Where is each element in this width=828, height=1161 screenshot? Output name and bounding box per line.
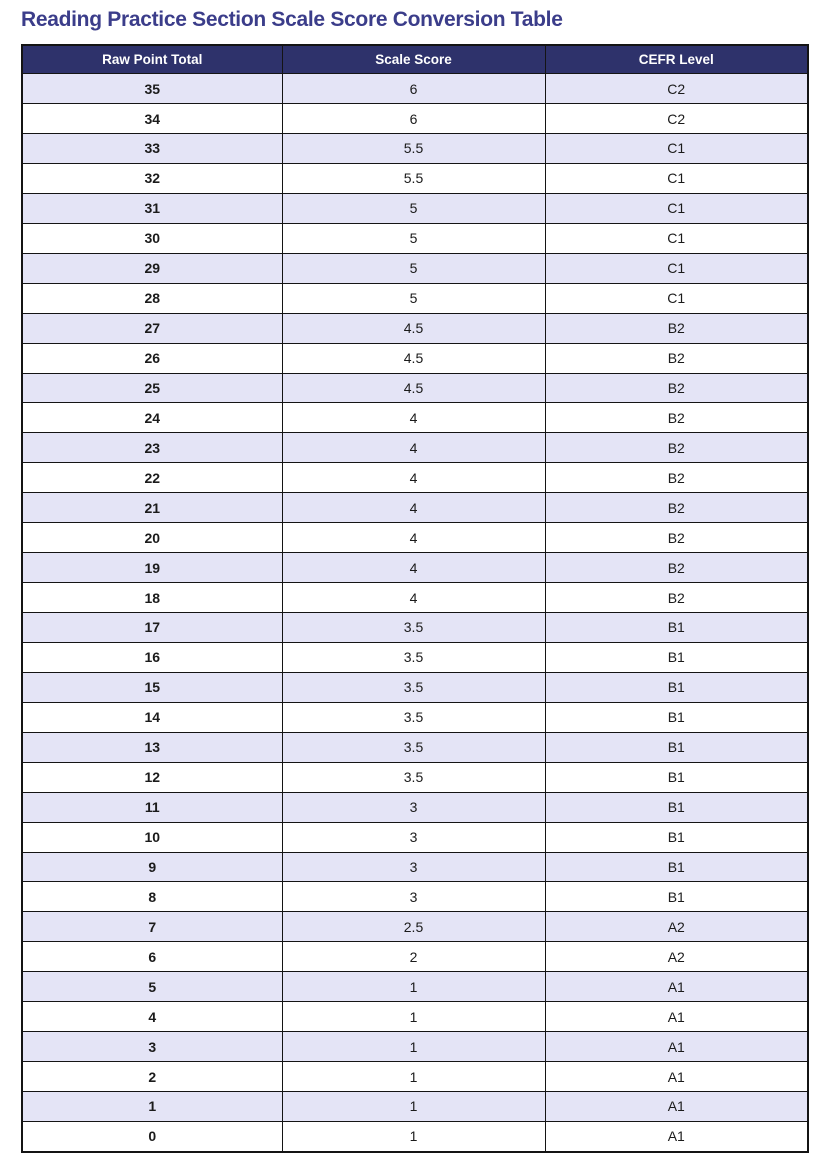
- cefr-level-cell: B2: [545, 493, 808, 523]
- cefr-level-cell: C1: [545, 163, 808, 193]
- cefr-level-cell: B2: [545, 373, 808, 403]
- raw-point-cell: 32: [22, 163, 282, 193]
- scale-score-cell: 5.5: [282, 134, 545, 164]
- cefr-level-cell: B2: [545, 583, 808, 613]
- table-row: [22, 972, 808, 1002]
- cefr-level-cell: C2: [545, 104, 808, 134]
- scale-score-cell: 5: [282, 253, 545, 283]
- table-row: [22, 403, 808, 433]
- raw-point-cell: 16: [22, 642, 282, 672]
- raw-point-cell: 34: [22, 104, 282, 134]
- cefr-level-cell: C1: [545, 253, 808, 283]
- table-row: [22, 523, 808, 553]
- scale-score-cell: 3: [282, 822, 545, 852]
- scale-score-cell: 1: [282, 1032, 545, 1062]
- scale-score-cell: 2: [282, 942, 545, 972]
- table-row: [22, 433, 808, 463]
- raw-point-cell: 1: [22, 1092, 282, 1122]
- table-row: [22, 283, 808, 313]
- table-row: [22, 613, 808, 643]
- table-row: [22, 583, 808, 613]
- raw-point-cell: 21: [22, 493, 282, 523]
- column-header-raw-point-total: Raw Point Total: [22, 45, 282, 74]
- raw-point-cell: 2: [22, 1062, 282, 1092]
- table-row: [22, 223, 808, 253]
- table-row: [22, 253, 808, 283]
- scale-score-cell: 3.5: [282, 672, 545, 702]
- scale-score-cell: 4: [282, 403, 545, 433]
- table-row: [22, 882, 808, 912]
- cefr-level-cell: B2: [545, 463, 808, 493]
- scale-score-cell: 4.5: [282, 373, 545, 403]
- table-row: [22, 1032, 808, 1062]
- raw-point-cell: 24: [22, 403, 282, 433]
- table-row: [22, 912, 808, 942]
- scale-score-cell: 5: [282, 193, 545, 223]
- raw-point-cell: 25: [22, 373, 282, 403]
- table-row: [22, 702, 808, 732]
- page-title: Reading Practice Section Scale Score Conversion Table: [21, 8, 563, 31]
- scale-score-cell: 3.5: [282, 762, 545, 792]
- table-row: [22, 852, 808, 882]
- score-conversion-table: [21, 44, 809, 1153]
- table-row: [22, 463, 808, 493]
- cefr-level-cell: C1: [545, 134, 808, 164]
- table-row: [22, 493, 808, 523]
- raw-point-cell: 23: [22, 433, 282, 463]
- cefr-level-cell: B1: [545, 822, 808, 852]
- table-row: [22, 1002, 808, 1032]
- raw-point-cell: 5: [22, 972, 282, 1002]
- scale-score-cell: 6: [282, 74, 545, 104]
- raw-point-cell: 29: [22, 253, 282, 283]
- cefr-level-cell: A1: [545, 1092, 808, 1122]
- scale-score-cell: 4.5: [282, 343, 545, 373]
- scale-score-cell: 3.5: [282, 732, 545, 762]
- table-row: [22, 642, 808, 672]
- column-header-cefr-level: CEFR Level: [545, 45, 808, 74]
- table-header-row: [22, 45, 808, 74]
- cefr-level-cell: B2: [545, 553, 808, 583]
- raw-point-cell: 27: [22, 313, 282, 343]
- table-row: [22, 1121, 808, 1151]
- scale-score-cell: 1: [282, 972, 545, 1002]
- cefr-level-cell: B1: [545, 613, 808, 643]
- cefr-level-cell: B1: [545, 852, 808, 882]
- scale-score-cell: 4.5: [282, 313, 545, 343]
- scale-score-cell: 1: [282, 1121, 545, 1151]
- cefr-level-cell: C1: [545, 193, 808, 223]
- cefr-level-cell: A2: [545, 912, 808, 942]
- raw-point-cell: 4: [22, 1002, 282, 1032]
- raw-point-cell: 28: [22, 283, 282, 313]
- table-row: [22, 822, 808, 852]
- scale-score-cell: 4: [282, 433, 545, 463]
- scale-score-cell: 2.5: [282, 912, 545, 942]
- cefr-level-cell: A1: [545, 1062, 808, 1092]
- scale-score-cell: 4: [282, 583, 545, 613]
- table-body: [22, 74, 808, 1152]
- cefr-level-cell: A1: [545, 1121, 808, 1151]
- table-row: [22, 193, 808, 223]
- cefr-level-cell: B1: [545, 762, 808, 792]
- raw-point-cell: 35: [22, 74, 282, 104]
- raw-point-cell: 7: [22, 912, 282, 942]
- raw-point-cell: 8: [22, 882, 282, 912]
- table-row: [22, 313, 808, 343]
- scale-score-cell: 4: [282, 553, 545, 583]
- table-row: [22, 792, 808, 822]
- raw-point-cell: 20: [22, 523, 282, 553]
- scale-score-cell: 1: [282, 1092, 545, 1122]
- scale-score-cell: 1: [282, 1002, 545, 1032]
- raw-point-cell: 6: [22, 942, 282, 972]
- table-row: [22, 553, 808, 583]
- scale-score-cell: 3.5: [282, 702, 545, 732]
- table-row: [22, 373, 808, 403]
- raw-point-cell: 13: [22, 732, 282, 762]
- raw-point-cell: 9: [22, 852, 282, 882]
- scale-score-cell: 3: [282, 852, 545, 882]
- cefr-level-cell: B2: [545, 523, 808, 553]
- raw-point-cell: 11: [22, 792, 282, 822]
- scale-score-cell: 3: [282, 792, 545, 822]
- table-row: [22, 1062, 808, 1092]
- column-header-scale-score: Scale Score: [282, 45, 545, 74]
- cefr-level-cell: B1: [545, 732, 808, 762]
- table-row: [22, 672, 808, 702]
- scale-score-cell: 4: [282, 493, 545, 523]
- scale-score-cell: 5: [282, 283, 545, 313]
- cefr-level-cell: B2: [545, 343, 808, 373]
- scale-score-cell: 4: [282, 523, 545, 553]
- cefr-level-cell: A1: [545, 1032, 808, 1062]
- raw-point-cell: 12: [22, 762, 282, 792]
- raw-point-cell: 31: [22, 193, 282, 223]
- scale-score-cell: 5: [282, 223, 545, 253]
- scale-score-cell: 1: [282, 1062, 545, 1092]
- raw-point-cell: 10: [22, 822, 282, 852]
- cefr-level-cell: C1: [545, 223, 808, 253]
- table-row: [22, 163, 808, 193]
- raw-point-cell: 3: [22, 1032, 282, 1062]
- raw-point-cell: 26: [22, 343, 282, 373]
- table-row: [22, 942, 808, 972]
- cefr-level-cell: B1: [545, 792, 808, 822]
- scale-score-cell: 3: [282, 882, 545, 912]
- raw-point-cell: 30: [22, 223, 282, 253]
- table-row: [22, 732, 808, 762]
- raw-point-cell: 17: [22, 613, 282, 643]
- table-row: [22, 343, 808, 373]
- scale-score-cell: 6: [282, 104, 545, 134]
- cefr-level-cell: A1: [545, 972, 808, 1002]
- raw-point-cell: 14: [22, 702, 282, 732]
- cefr-level-cell: B1: [545, 882, 808, 912]
- raw-point-cell: 15: [22, 672, 282, 702]
- table-row: [22, 74, 808, 104]
- cefr-level-cell: B1: [545, 672, 808, 702]
- cefr-level-cell: B2: [545, 313, 808, 343]
- cefr-level-cell: B2: [545, 433, 808, 463]
- raw-point-cell: 22: [22, 463, 282, 493]
- raw-point-cell: 0: [22, 1121, 282, 1151]
- scale-score-cell: 5.5: [282, 163, 545, 193]
- table-row: [22, 762, 808, 792]
- raw-point-cell: 33: [22, 134, 282, 164]
- cefr-level-cell: A1: [545, 1002, 808, 1032]
- table-row: [22, 134, 808, 164]
- table-row: [22, 104, 808, 134]
- cefr-level-cell: B2: [545, 403, 808, 433]
- cefr-level-cell: B1: [545, 702, 808, 732]
- scale-score-cell: 4: [282, 463, 545, 493]
- cefr-level-cell: B1: [545, 642, 808, 672]
- cefr-level-cell: A2: [545, 942, 808, 972]
- scale-score-cell: 3.5: [282, 613, 545, 643]
- table-row: [22, 1092, 808, 1122]
- cefr-level-cell: C2: [545, 74, 808, 104]
- scale-score-cell: 3.5: [282, 642, 545, 672]
- raw-point-cell: 18: [22, 583, 282, 613]
- raw-point-cell: 19: [22, 553, 282, 583]
- cefr-level-cell: C1: [545, 283, 808, 313]
